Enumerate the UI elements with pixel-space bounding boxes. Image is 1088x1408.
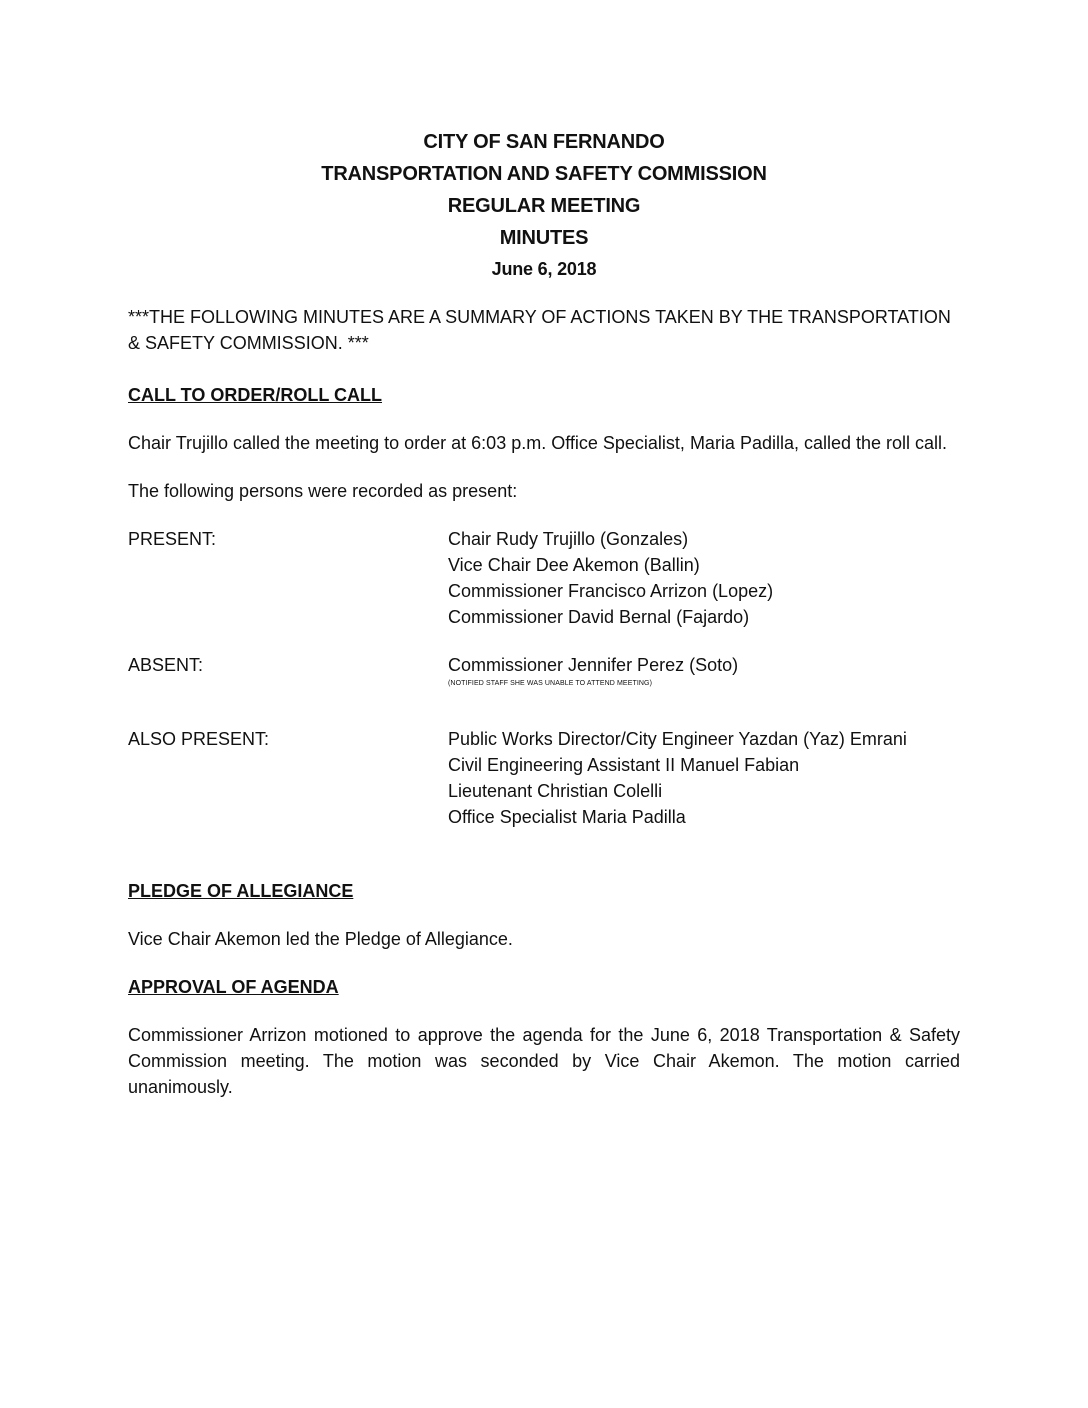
summary-statement: ***THE FOLLOWING MINUTES ARE A SUMMARY OF ACTIONS TAKEN BY THE TRANSPORTATION & SAFETY COMMISSION. *** (128, 307, 951, 353)
roll-also-present (128, 726, 960, 830)
also-present-list (448, 726, 960, 830)
header-date: June 6, 2018 (491, 259, 597, 279)
also-present-member: Office Specialist Maria Padilla (448, 807, 686, 827)
header-city: CITY OF SAN FERNANDO (423, 131, 665, 153)
present-label: PRESENT: (128, 529, 217, 549)
header-meeting-type: REGULAR MEETING (447, 195, 641, 217)
present-list (448, 526, 960, 630)
present-member: Commissioner David Bernal (Fajardo) (448, 607, 750, 627)
absent-label: ABSENT: (128, 655, 204, 675)
document-content (128, 126, 960, 1100)
document-header (128, 126, 960, 284)
agenda-text: Commissioner Arrizon motioned to approve the agenda for the June 6, 2018 Transportation & Safety Commission meeting. The motion was seconded by Vice Chair Akemon. The motion carried unanimously. (128, 1025, 960, 1097)
absent-member: Commissioner Jennifer Perez (Soto) (448, 655, 739, 675)
call-to-order-text: Chair Trujillo called the meeting to order at 6:03 p.m. Office Specialist, Maria Padilla, called the roll call. (128, 433, 948, 453)
agenda-heading: APPROVAL OF AGENDA (128, 977, 339, 997)
also-present-member: Public Works Director/City Engineer Yazdan (Yaz) Emrani (448, 729, 907, 749)
header-commission: TRANSPORTATION AND SAFETY COMMISSION (321, 163, 767, 185)
present-intro: The following persons were recorded as present: (128, 481, 518, 501)
present-member: Commissioner Francisco Arrizon (Lopez) (448, 581, 774, 601)
also-present-member: Civil Engineering Assistant II Manuel Fabian (448, 755, 800, 775)
roll-present (128, 526, 960, 630)
also-present-member: Lieutenant Christian Colelli (448, 781, 663, 801)
absent-list (448, 652, 960, 690)
call-to-order-heading: CALL TO ORDER/ROLL CALL (128, 385, 382, 405)
absent-note: (NOTIFIED STAFF SHE WAS UNABLE TO ATTEND MEETING) (448, 680, 653, 687)
also-present-label: ALSO PRESENT: (128, 729, 270, 749)
roll-absent (128, 652, 960, 690)
present-member: Chair Rudy Trujillo (Gonzales) (448, 529, 689, 549)
pledge-heading: PLEDGE OF ALLEGIANCE (128, 881, 354, 901)
pledge-text: Vice Chair Akemon led the Pledge of Allegiance. (128, 929, 513, 949)
header-minutes: MINUTES (499, 227, 589, 249)
present-member: Vice Chair Dee Akemon (Ballin) (448, 555, 700, 575)
